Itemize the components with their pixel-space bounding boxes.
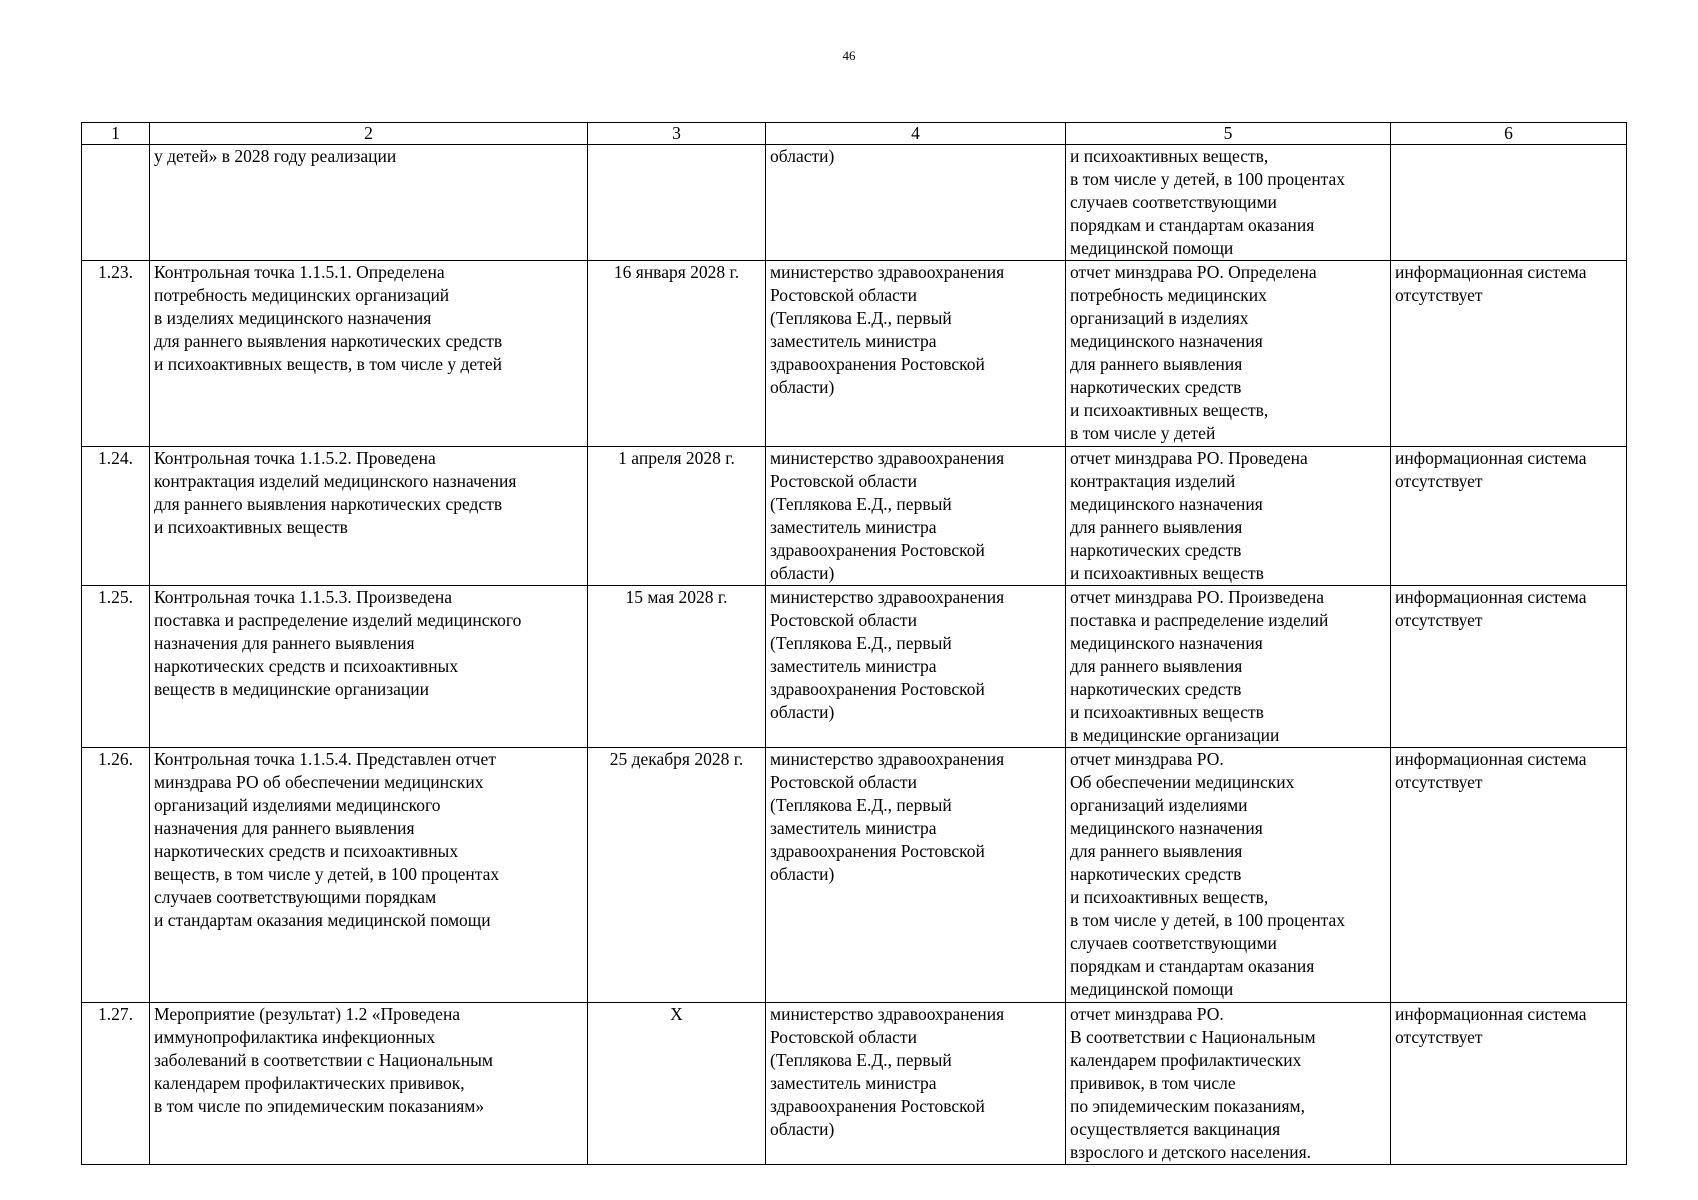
- activity-name-line: для раннего выявления наркотических средств: [154, 494, 503, 514]
- result-document-line: наркотических средств: [1070, 377, 1242, 397]
- responsible-executor-line: области): [770, 864, 835, 884]
- activity-name-line: наркотических средств и психоактивных: [154, 656, 459, 676]
- result-document-line: отчет минздрава РО.: [1070, 749, 1224, 769]
- result-document-line: контрактация изделий: [1070, 471, 1236, 491]
- responsible-executor-line: области): [770, 702, 835, 722]
- result-document-line: и психоактивных веществ,: [1070, 400, 1269, 420]
- deadline-date: 25 декабря 2028 г.: [588, 748, 766, 1003]
- responsible-executor-line: области): [770, 563, 835, 583]
- activity-name-line: календарем профилактических прививок,: [154, 1073, 465, 1093]
- table-header-row: [82, 123, 1627, 145]
- result-document-line: Об обеспечении медицинских: [1070, 772, 1295, 792]
- result-document-line: в том числе у детей, в 100 процентах: [1070, 169, 1346, 189]
- deadline-date: 1 апреля 2028 г.: [588, 447, 766, 586]
- row-number: 1.26.: [82, 748, 150, 1003]
- responsible-executor-line: (Теплякова Е.Д., первый: [770, 494, 952, 514]
- information-system-line: отсутствует: [1395, 471, 1483, 491]
- responsible-executor-line: (Теплякова Е.Д., первый: [770, 633, 952, 653]
- result-document-line: порядкам и стандартам оказания: [1070, 956, 1315, 976]
- activity-name-line: случаев соответствующими порядкам: [154, 887, 437, 907]
- activity-name-line: потребность медицинских организаций: [154, 285, 450, 305]
- result-document: [1066, 586, 1391, 748]
- information-system: [1391, 145, 1627, 261]
- responsible-executor-line: Ростовской области: [770, 772, 917, 792]
- responsible-executor-line: Ростовской области: [770, 285, 917, 305]
- responsible-executor: [766, 145, 1066, 261]
- activity-name-line: у детей» в 2028 году реализации: [154, 146, 397, 166]
- row-number: 1.23.: [82, 261, 150, 447]
- responsible-executor-line: министерство здравоохранения: [770, 1004, 1005, 1024]
- information-system-line: информационная система: [1395, 587, 1587, 607]
- result-document-line: медицинского назначения: [1070, 818, 1263, 838]
- table-row: [82, 261, 1627, 447]
- result-document-line: взрослого и детского населения.: [1070, 1142, 1312, 1162]
- result-document-line: потребность медицинских: [1070, 285, 1267, 305]
- activity-name-line: поставка и распределение изделий медицинского: [154, 610, 522, 630]
- deadline-date: 15 мая 2028 г.: [588, 586, 766, 748]
- activity-name-line: и психоактивных веществ, в том числе у детей: [154, 354, 502, 374]
- result-document-line: В соответствии с Национальным: [1070, 1027, 1316, 1047]
- responsible-executor-line: заместитель министра: [770, 656, 937, 676]
- column-header-4: 4: [766, 123, 1066, 145]
- responsible-executor-line: Ростовской области: [770, 1027, 917, 1047]
- activity-name-line: в изделиях медицинского назначения: [154, 308, 432, 328]
- result-document-line: наркотических средств: [1070, 540, 1242, 560]
- result-document-line: отчет минздрава РО.: [1070, 1004, 1224, 1024]
- responsible-executor: [766, 1003, 1066, 1165]
- deadline-date: Х: [588, 1003, 766, 1165]
- result-document-line: случаев соответствующими: [1070, 933, 1277, 953]
- responsible-executor-line: заместитель министра: [770, 818, 937, 838]
- responsible-executor-line: здравоохранения Ростовской: [770, 841, 985, 861]
- information-system: [1391, 586, 1627, 748]
- result-document-line: отчет минздрава РО. Проведена: [1070, 448, 1308, 468]
- deadline-date: 16 января 2028 г.: [588, 261, 766, 447]
- responsible-executor: [766, 748, 1066, 1003]
- row-number: [82, 145, 150, 261]
- result-document-line: и психоактивных веществ: [1070, 563, 1264, 583]
- information-system-line: информационная система: [1395, 1004, 1587, 1024]
- responsible-executor-line: здравоохранения Ростовской: [770, 679, 985, 699]
- information-system: [1391, 261, 1627, 447]
- table-row: [82, 586, 1627, 748]
- result-document-line: организаций изделиями: [1070, 795, 1248, 815]
- result-document-line: медицинской помощи: [1070, 238, 1234, 258]
- result-document-line: отчет минздрава РО. Определена: [1070, 262, 1317, 282]
- responsible-executor: [766, 586, 1066, 748]
- activity-name-line: наркотических средств и психоактивных: [154, 841, 459, 861]
- result-document-line: медицинского назначения: [1070, 633, 1263, 653]
- activity-name-line: организаций изделиями медицинского: [154, 795, 441, 815]
- activity-name-line: заболеваний в соответствии с Национальным: [154, 1050, 493, 1070]
- row-number: 1.24.: [82, 447, 150, 586]
- activity-name-line: контрактация изделий медицинского назначения: [154, 471, 517, 491]
- result-document-line: медицинского назначения: [1070, 331, 1263, 351]
- activity-name-line: в том числе по эпидемическим показаниям»: [154, 1096, 485, 1116]
- result-document-line: организаций в изделиях: [1070, 308, 1249, 328]
- activity-name: [150, 1003, 588, 1165]
- information-system-line: отсутствует: [1395, 772, 1483, 792]
- activity-name-line: веществ, в том числе у детей, в 100 процентах: [154, 864, 500, 884]
- information-system-line: отсутствует: [1395, 285, 1483, 305]
- result-document: [1066, 447, 1391, 586]
- responsible-executor: [766, 261, 1066, 447]
- table-row: [82, 748, 1627, 1003]
- responsible-executor-line: здравоохранения Ростовской: [770, 1096, 985, 1116]
- result-document-line: по эпидемическим показаниям,: [1070, 1096, 1305, 1116]
- activity-name: [150, 261, 588, 447]
- column-header-5: 5: [1066, 123, 1391, 145]
- activity-name-line: веществ в медицинские организации: [154, 679, 430, 699]
- row-number: 1.27.: [82, 1003, 150, 1165]
- result-document-line: порядкам и стандартам оказания: [1070, 215, 1315, 235]
- responsible-executor-line: заместитель министра: [770, 331, 937, 351]
- responsible-executor-line: министерство здравоохранения: [770, 448, 1005, 468]
- responsible-executor-line: Ростовской области: [770, 471, 917, 491]
- result-document-line: для раннего выявления: [1070, 656, 1243, 676]
- activity-name: [150, 586, 588, 748]
- responsible-executor: [766, 447, 1066, 586]
- deadline-date: [588, 145, 766, 261]
- result-document-line: для раннего выявления: [1070, 517, 1243, 537]
- result-document-line: и психоактивных веществ,: [1070, 887, 1269, 907]
- result-document: [1066, 1003, 1391, 1165]
- responsible-executor-line: здравоохранения Ростовской: [770, 540, 985, 560]
- result-document-line: прививок, в том числе: [1070, 1073, 1236, 1093]
- result-document-line: и психоактивных веществ: [1070, 702, 1264, 722]
- table-row: [82, 145, 1627, 261]
- information-system: [1391, 1003, 1627, 1165]
- result-document-line: медицинского назначения: [1070, 494, 1263, 514]
- result-document-line: и психоактивных веществ,: [1070, 146, 1269, 166]
- table-row: [82, 1003, 1627, 1165]
- result-document-line: осуществляется вакцинация: [1070, 1119, 1281, 1139]
- responsible-executor-line: (Теплякова Е.Д., первый: [770, 308, 952, 328]
- information-system-line: информационная система: [1395, 749, 1587, 769]
- activity-name-line: и психоактивных веществ: [154, 517, 348, 537]
- page-number: 46: [842, 48, 856, 63]
- activity-name-line: иммунопрофилактика инфекционных: [154, 1027, 436, 1047]
- responsible-executor-line: области): [770, 1119, 835, 1139]
- activity-name: [150, 447, 588, 586]
- responsible-executor-line: министерство здравоохранения: [770, 749, 1005, 769]
- result-document-line: в том числе у детей, в 100 процентах: [1070, 910, 1346, 930]
- responsible-executor-line: заместитель министра: [770, 517, 937, 537]
- responsible-executor-line: (Теплякова Е.Д., первый: [770, 795, 952, 815]
- responsible-executor-line: министерство здравоохранения: [770, 262, 1005, 282]
- activity-name-line: назначения для раннего выявления: [154, 633, 415, 653]
- information-system-line: отсутствует: [1395, 610, 1483, 630]
- column-header-3: 3: [588, 123, 766, 145]
- result-document: [1066, 748, 1391, 1003]
- result-document-line: для раннего выявления: [1070, 354, 1243, 374]
- result-document-line: случаев соответствующими: [1070, 192, 1277, 212]
- result-document-line: наркотических средств: [1070, 679, 1242, 699]
- activity-name: [150, 748, 588, 1003]
- activity-name-line: Контрольная точка 1.1.5.2. Проведена: [154, 448, 436, 468]
- responsible-executor-line: (Теплякова Е.Д., первый: [770, 1050, 952, 1070]
- responsible-executor-line: области): [770, 377, 835, 397]
- result-document-line: для раннего выявления: [1070, 841, 1243, 861]
- information-system-line: информационная система: [1395, 448, 1587, 468]
- activity-name-line: Контрольная точка 1.1.5.3. Произведена: [154, 587, 453, 607]
- result-document-line: в медицинские организации: [1070, 725, 1280, 745]
- result-document-line: наркотических средств: [1070, 864, 1242, 884]
- responsible-executor-line: заместитель министра: [770, 1073, 937, 1093]
- responsible-executor-line: здравоохранения Ростовской: [770, 354, 985, 374]
- result-document-line: медицинской помощи: [1070, 979, 1234, 999]
- activity-name: [150, 145, 588, 261]
- column-header-6: 6: [1391, 123, 1627, 145]
- responsible-executor-line: Ростовской области: [770, 610, 917, 630]
- result-document: [1066, 261, 1391, 447]
- activity-name-line: минздрава РО об обеспечении медицинских: [154, 772, 484, 792]
- table-row: [82, 447, 1627, 586]
- result-document-line: поставка и распределение изделий: [1070, 610, 1329, 630]
- activity-name-line: Контрольная точка 1.1.5.4. Представлен отчет: [154, 749, 496, 769]
- activity-name-line: для раннего выявления наркотических средств: [154, 331, 503, 351]
- activity-name-line: Мероприятие (результат) 1.2 «Проведена: [154, 1004, 461, 1024]
- plan-table: [81, 122, 1627, 1165]
- activity-name-line: Контрольная точка 1.1.5.1. Определена: [154, 262, 445, 282]
- activity-name-line: и стандартам оказания медицинской помощи: [154, 910, 491, 930]
- table-body: [82, 145, 1627, 1165]
- responsible-executor-line: области): [770, 146, 835, 166]
- column-header-2: 2: [150, 123, 588, 145]
- result-document-line: календарем профилактических: [1070, 1050, 1302, 1070]
- information-system-line: информационная система: [1395, 262, 1587, 282]
- result-document: [1066, 145, 1391, 261]
- information-system: [1391, 748, 1627, 1003]
- information-system-line: отсутствует: [1395, 1027, 1483, 1047]
- responsible-executor-line: министерство здравоохранения: [770, 587, 1005, 607]
- row-number: 1.25.: [82, 586, 150, 748]
- information-system: [1391, 447, 1627, 586]
- activity-name-line: назначения для раннего выявления: [154, 818, 415, 838]
- result-document-line: отчет минздрава РО. Произведена: [1070, 587, 1325, 607]
- result-document-line: в том числе у детей: [1070, 423, 1216, 443]
- column-header-1: 1: [82, 123, 150, 145]
